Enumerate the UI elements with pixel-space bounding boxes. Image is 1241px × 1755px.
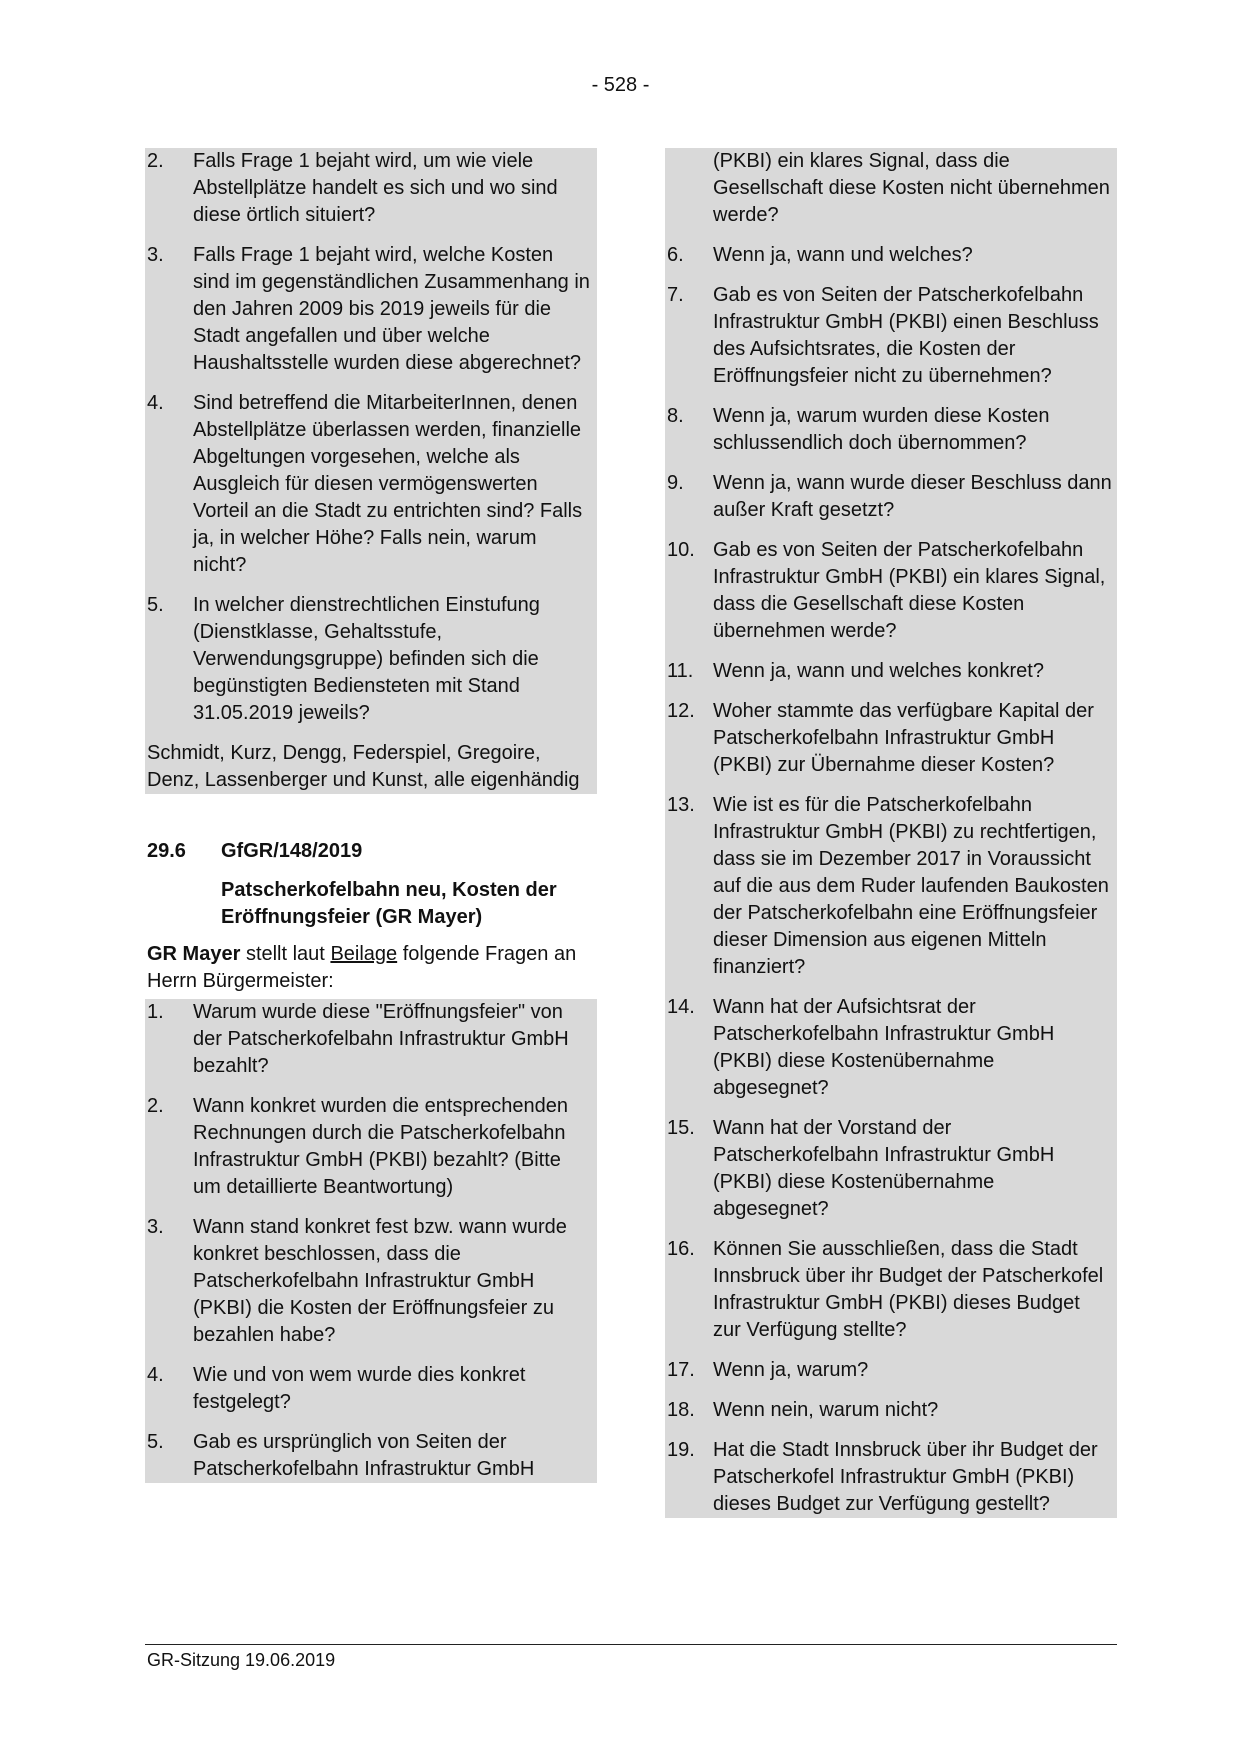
list-item	[145, 390, 597, 579]
item-text: In welcher dienstrechtlichen Einstufung (Dienstklasse, Gehaltsstufe, Verwendungsgruppe) befinden sich die begünstigten Bediensteten mit Stand 31.05.2019 jeweils?	[193, 594, 540, 724]
left-column	[145, 148, 597, 1483]
list-item	[665, 1397, 1117, 1424]
continued-item	[665, 148, 1117, 229]
list-item	[665, 403, 1117, 457]
footer-divider	[145, 1644, 1117, 1645]
item-text: Gab es von Seiten der Patscherkofelbahn Infrastruktur GmbH (PKBI) ein klares Signal, dass die Gesellschaft diese Kosten übernehmen werde?	[713, 539, 1106, 642]
right-column	[665, 148, 1117, 1518]
list-item	[145, 999, 597, 1080]
intro-name: GR Mayer	[147, 943, 241, 965]
item-number: 13.	[667, 794, 695, 816]
item-text: Hat die Stadt Innsbruck über ihr Budget der Patscherkofel Infrastruktur GmbH (PKBI) dieses Budget zur Verfügung gestellt?	[713, 1439, 1098, 1515]
list-item	[145, 148, 597, 229]
item-number: 3.	[147, 244, 164, 266]
section-title: Patscherkofelbahn neu, Kosten der Eröffnungsfeier (GR Mayer)	[221, 879, 557, 928]
list-item	[665, 1437, 1117, 1518]
item-text: Woher stammte das verfügbare Kapital der Patscherkofelbahn Infrastruktur GmbH (PKBI) zur Übernahme dieser Kosten?	[713, 700, 1094, 776]
item-text: (PKBI) ein klares Signal, dass die Gesellschaft diese Kosten nicht übernehmen werde?	[713, 150, 1110, 226]
list-item	[145, 1214, 597, 1349]
section-number: 29.6	[147, 840, 186, 862]
item-number: 6.	[667, 244, 684, 266]
item-text: Wenn ja, wann und welches konkret?	[713, 660, 1044, 682]
list-item	[665, 282, 1117, 390]
list-item	[665, 1357, 1117, 1384]
section-intro	[145, 941, 597, 999]
questions-block-left	[145, 999, 597, 1483]
item-number: 8.	[667, 405, 684, 427]
list-item	[145, 242, 597, 377]
intro-mid: stellt laut	[245, 943, 325, 965]
signatories: Schmidt, Kurz, Dengg, Federspiel, Gregoire, Denz, Lassenberger und Kunst, alle eigenhändig	[147, 742, 580, 791]
section-heading	[145, 838, 597, 865]
list-item	[145, 1093, 597, 1201]
item-number: 10.	[667, 539, 695, 561]
item-number: 5.	[147, 594, 164, 616]
item-number: 11.	[667, 660, 694, 682]
previous-questions-block	[145, 148, 597, 794]
item-text: Wenn ja, warum?	[713, 1359, 869, 1381]
item-text: Gab es ursprünglich von Seiten der Patscherkofelbahn Infrastruktur GmbH	[193, 1431, 535, 1480]
item-number: 16.	[667, 1238, 695, 1260]
item-number: 2.	[147, 1095, 164, 1117]
item-text: Wie ist es für die Patscherkofelbahn Infrastruktur GmbH (PKBI) zu rechtfertigen, dass sie im Dezember 2017 in Voraussicht auf die aus dem Ruder laufenden Baukosten der Patscherkofelbahn eine Eröffnungsfeier dieser Dimension aus eigenen Mitteln finanziert?	[713, 794, 1109, 978]
item-number: 17.	[667, 1359, 695, 1381]
item-text: Wann hat der Vorstand der Patscherkofelbahn Infrastruktur GmbH (PKBI) diese Kostenübernahme abgesegnet?	[713, 1117, 1055, 1220]
list-item	[665, 994, 1117, 1102]
list-item	[665, 1115, 1117, 1223]
item-number: 15.	[667, 1117, 695, 1139]
list-item	[145, 1429, 597, 1483]
item-text: Wann hat der Aufsichtsrat der Patscherkofelbahn Infrastruktur GmbH (PKBI) diese Kostenübernahme abgesegnet?	[713, 996, 1055, 1099]
item-text: Wenn ja, warum wurden diese Kosten schlussendlich doch übernommen?	[713, 405, 1050, 454]
item-number: 14.	[667, 996, 695, 1018]
item-text: Falls Frage 1 bejaht wird, um wie viele Abstellplätze handelt es sich und wo sind diese örtlich situiert?	[193, 150, 558, 226]
section-code: GfGR/148/2019	[221, 840, 363, 862]
list-item	[665, 1236, 1117, 1344]
item-number: 19.	[667, 1439, 695, 1461]
list-item	[665, 242, 1117, 269]
item-number: 9.	[667, 472, 684, 494]
list-item	[145, 592, 597, 727]
item-text: Können Sie ausschließen, dass die Stadt Innsbruck über ihr Budget der Patscherkofel Infrastruktur GmbH (PKBI) dieses Budget zur Verfügung stellte?	[713, 1238, 1104, 1341]
item-number: 4.	[147, 392, 164, 414]
item-text: Wann konkret wurden die entsprechenden Rechnungen durch die Patscherkofelbahn Infrastruktur GmbH (PKBI) bezahlt? (Bitte um detaillierte Beantwortung)	[193, 1095, 569, 1198]
item-number: 12.	[667, 700, 695, 722]
item-text: Wie und von wem wurde dies konkret festgelegt?	[193, 1364, 526, 1413]
intro-end: folgende Fragen an Herrn Bürgermeister:	[147, 943, 577, 992]
item-number: 5.	[147, 1431, 164, 1453]
item-number: 2.	[147, 150, 164, 172]
item-number: 1.	[147, 1001, 164, 1023]
item-number: 3.	[147, 1216, 164, 1238]
list-item	[665, 470, 1117, 524]
list-item	[665, 698, 1117, 779]
page-number: - 528 -	[591, 74, 650, 96]
list-item	[665, 658, 1117, 685]
item-text: Gab es von Seiten der Patscherkofelbahn Infrastruktur GmbH (PKBI) einen Beschluss des Aufsichtsrates, die Kosten der Eröffnungsfeier nicht zu übernehmen?	[713, 284, 1099, 387]
item-text: Wenn ja, wann und welches?	[713, 244, 973, 266]
item-number: 4.	[147, 1364, 164, 1386]
beilage-link[interactable]: Beilage	[330, 943, 398, 965]
footer-text: GR-Sitzung 19.06.2019	[147, 1650, 336, 1670]
item-text: Wann stand konkret fest bzw. wann wurde konkret beschlossen, dass die Patscherkofelbahn Infrastruktur GmbH (PKBI) die Kosten der Eröffnungsfeier zu bezahlen habe?	[193, 1216, 567, 1346]
item-text: Sind betreffend die MitarbeiterInnen, denen Abstellplätze überlassen werden, finanzielle Abgeltungen vorgesehen, welche als Ausgleich für diesen vermögenswerten Vorteil an die Stadt zu entrichten sind? Falls ja, in welcher Höhe? Falls nein, warum nicht?	[193, 392, 583, 576]
list-item	[665, 537, 1117, 645]
item-text: Wenn ja, wann wurde dieser Beschluss dann außer Kraft gesetzt?	[713, 472, 1112, 521]
item-text: Falls Frage 1 bejaht wird, welche Kosten sind im gegenständlichen Zusammenhang in den Jahren 2009 bis 2019 jeweils für die Stadt angefallen und über welche Haushaltsstelle wurden diese abgerechnet?	[193, 244, 590, 374]
item-number: 18.	[667, 1399, 695, 1421]
item-number: 7.	[667, 284, 684, 306]
list-item	[665, 792, 1117, 981]
list-item	[145, 1362, 597, 1416]
item-text: Wenn nein, warum nicht?	[713, 1399, 939, 1421]
item-text: Warum wurde diese "Eröffnungsfeier" von der Patscherkofelbahn Infrastruktur GmbH bezahlt?	[193, 1001, 569, 1077]
